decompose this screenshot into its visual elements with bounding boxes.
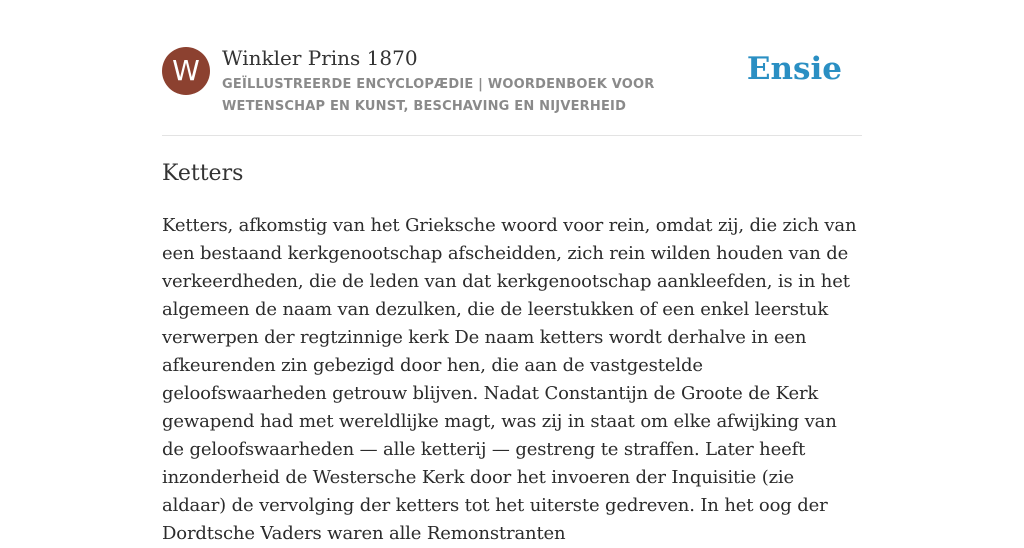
source-subtitle: GEÏLLUSTREERDE ENCYCLOPÆDIE | WOORDENBOEK VOOR WETENSCHAP EN KUNST, BESCHAVING EN NIJVERHEID [222,77,655,114]
source-title[interactable]: Winkler Prins 1870 [222,46,418,70]
ensie-logo[interactable]: Ensie [746,51,842,87]
entry-title: Ketters [162,161,244,186]
source-header [162,40,862,135]
source-avatar[interactable]: W [162,47,210,95]
source-info [222,45,752,118]
entry-body: Ketters, afkomstig van het Grieksche woord voor rein, omdat zij, die zich van een bestaand kerkgenootschap afscheidden, zich rein wilden houden van de verkeerdheden, die de leden van dat kerkgenootschap aankleefden, is in het algemeen de naam van dezulken, die de leerstukken of een enkel leerstuk verwerpen der regtzinnige kerk De naam ketters wordt derhalve in een afkeurenden zin gebezigd door hen, die aan de vastgestelde geloofswaarheden getrouw blijven. Nadat Constantijn de Groote de Kerk gewapend had met wereldlijke magt, was zij in staat om elke afwijking van de geloofswaarheden — alle ketterij — gestreng te straffen. Later heeft inzonderheid de Westersche Kerk door het invoeren der Inquisitie (zie aldaar) de vervolging der ketters tot het uiterste gedreven. In het oog der Dordtsche Vaders waren alle Remonstranten [162,215,857,544]
header-divider [162,135,862,136]
